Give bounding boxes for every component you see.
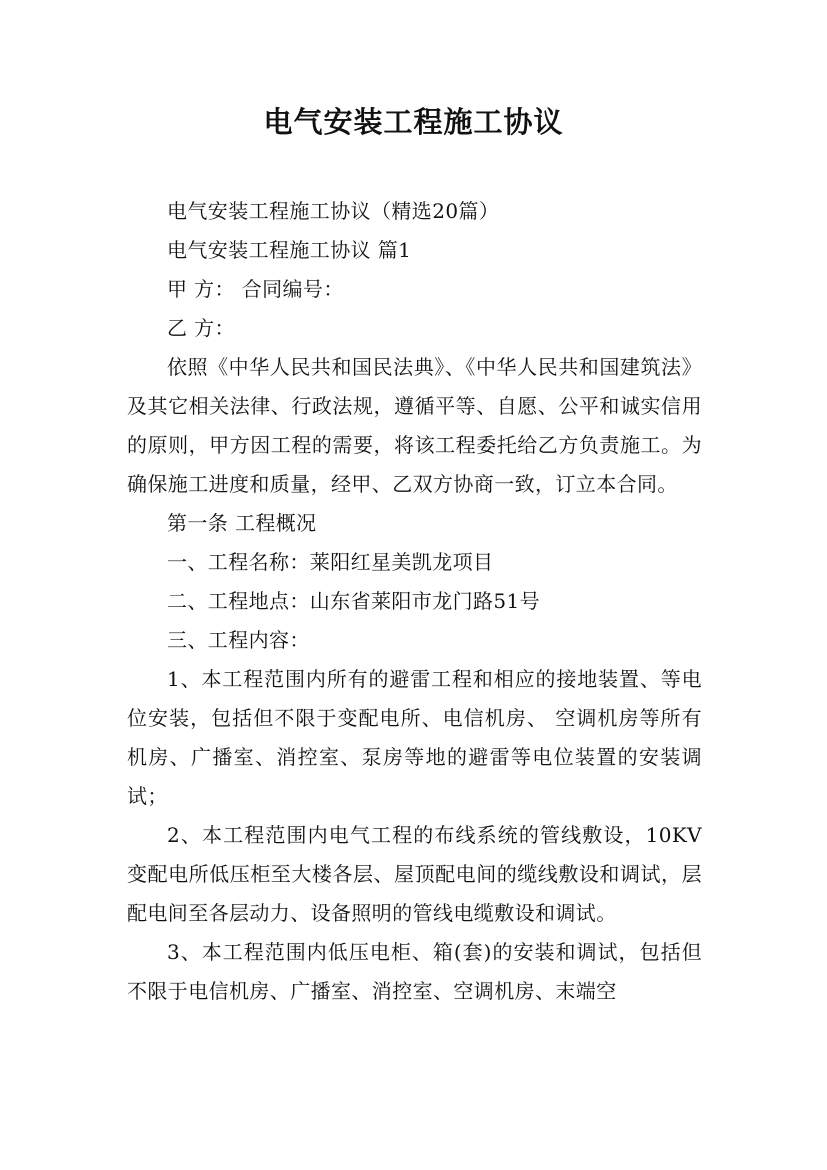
paragraph-item-2: 2、本工程范围内电气工程的布线系统的管线敷设，10KV变配电所低压柜至大楼各层、屋顶配电间的缆线敷设和调试，层配电间至各层动力、设备照明的管线电缆敷设和调试。 [127, 823, 702, 925]
paragraph-preamble: 依照《中华人民共和国民法典》、《中华人民共和国建筑法》及其它相关法律、行政法规，遵循平等、自愿、公平和诚实信用的原则，甲方因工程的需要，将该工程委托给乙方负责施工。为确保施工进度和质量，经甲、乙双方协商一致，订立本合同。 [127, 355, 702, 496]
paragraph-project-content: 三、工程内容： [167, 628, 310, 652]
paragraph-party-b: 乙 方： [167, 316, 235, 340]
paragraph-section-heading: 电气安装工程施工协议 篇1 [167, 238, 412, 262]
paragraph-item-3: 3、本工程范围内低压电柜、箱(套)的安装和调试，包括但不限于电信机房、广播室、消控室、空调机房、末端空 [127, 940, 702, 1003]
document-body [127, 192, 702, 1011]
paragraph-party-a: 甲 方： 合同编号： [167, 277, 344, 301]
paragraph-project-name: 一、工程名称：莱阳红星美凯龙项目 [167, 550, 494, 574]
paragraph-item-1: 1、本工程范围内所有的避雷工程和相应的接地装置、等电位安装，包括但不限于变配电所、电信机房、 空调机房等所有机房、广播室、消控室、泵房等地的避雷等电位装置的安装调试； [127, 667, 702, 808]
paragraph-project-location: 二、工程地点：山东省莱阳市龙门路51号 [167, 589, 541, 613]
document-title: 电气安装工程施工协议 [263, 105, 564, 139]
paragraph-subtitle: 电气安装工程施工协议（精选20篇） [167, 199, 500, 223]
paragraph-article-one: 第一条 工程概况 [167, 511, 317, 535]
